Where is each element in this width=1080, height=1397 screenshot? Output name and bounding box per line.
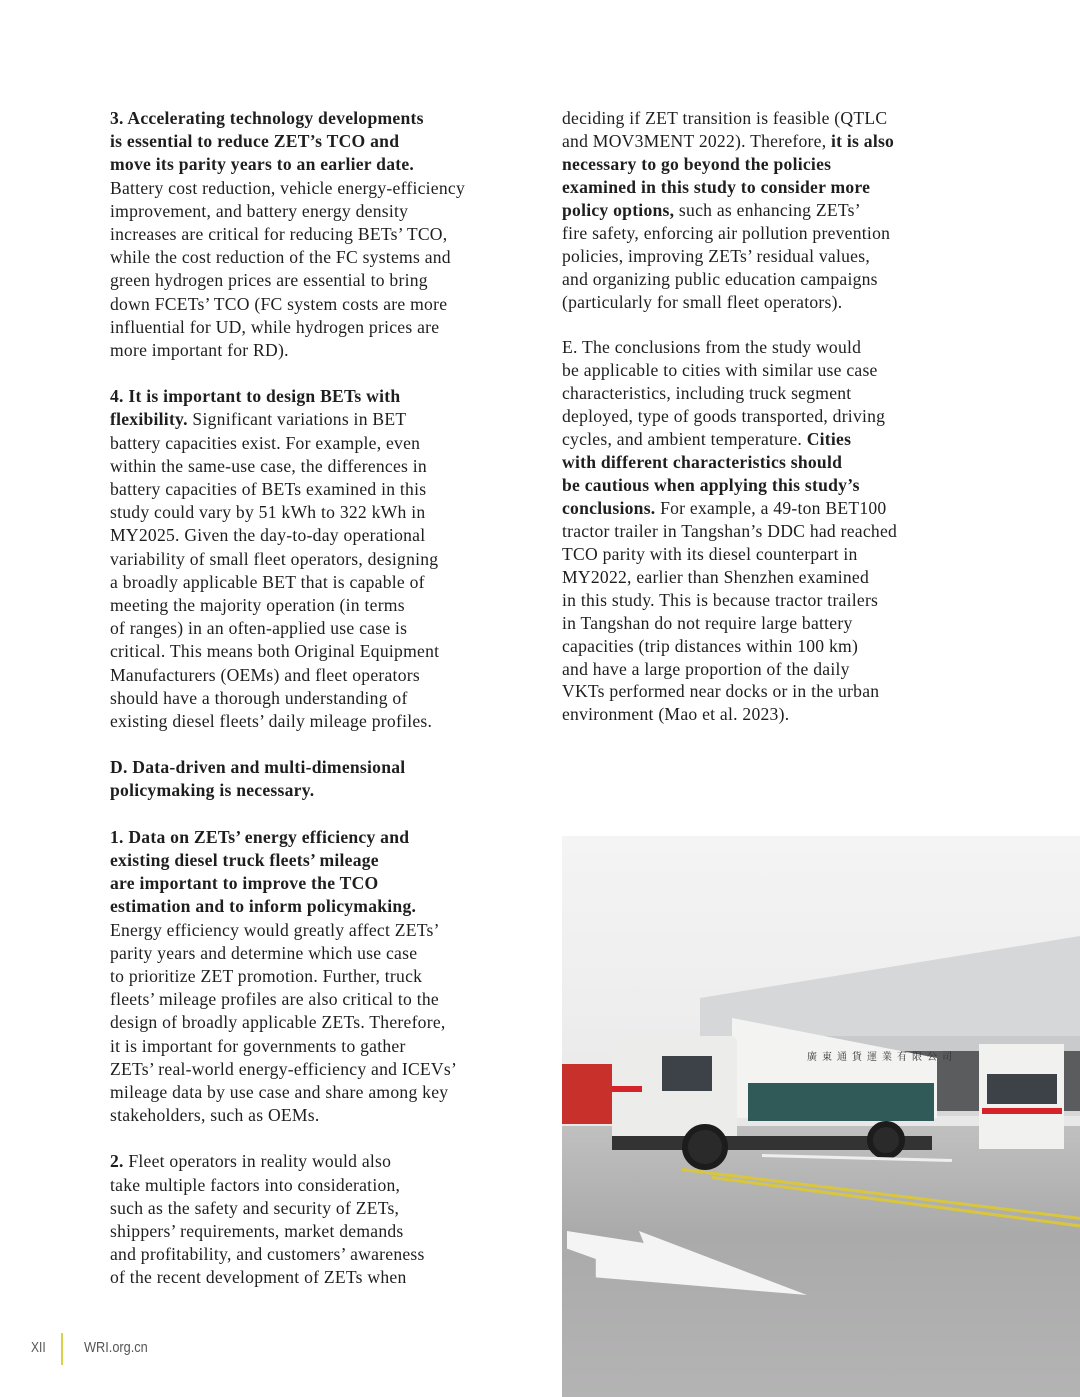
body-text: and MOV3MENT 2022). Therefore, [562,130,831,151]
body-text: capacities (trip distances within 100 km) [562,635,859,656]
bold-text: it is also [831,130,895,151]
paragraph-gap [110,733,465,756]
bold-text: estimation and to inform policymaking. [110,896,417,917]
text-line [110,1243,465,1266]
text-line [110,1220,465,1243]
bold-text: flexibility. [110,409,188,430]
body-text: of the recent development of ZETs when [110,1267,407,1288]
body-text: VKTs performed near docks or in the urban [562,681,880,702]
text-line [110,1104,465,1127]
body-text: variability of small fleet operators, designing [110,548,439,569]
text-line [562,199,897,222]
bold-text: be cautious when applying this study’s [562,475,860,495]
body-text: characteristics, including truck segment [562,383,852,404]
body-text: within the same-use case, the differences in [110,455,427,476]
text-line [110,293,465,316]
body-text: such as the safety and security of ZETs, [110,1197,400,1218]
text-line [562,405,897,428]
body-text: stakeholders, such as OEMs. [110,1105,320,1126]
bold-text: 3. Accelerating technology developments [110,108,424,128]
text-line [110,408,465,431]
text-line [562,658,897,681]
truck-green-stripe [748,1083,934,1121]
text-line [562,153,897,176]
text-line [110,872,465,895]
text-line [562,382,897,405]
text-line [110,246,465,269]
body-text: Fleet operators in reality would also [123,1151,392,1172]
footer-site-link[interactable]: WRI.org.cn [84,1339,148,1356]
text-line [110,617,465,640]
bold-text: existing diesel truck fleets’ mileage [110,850,379,870]
body-text: to prioritize ZET promotion. Further, truck [110,965,423,986]
bold-text: with different characteristics should [562,452,843,473]
text-line [110,153,465,176]
body-text: Manufacturers (OEMs) and fleet operators [110,664,420,685]
text-line [110,130,465,153]
text-line [110,200,465,223]
bold-text: 1. Data on ZETs’ energy efficiency and [110,826,410,847]
text-line [562,589,897,612]
body-text: (particularly for small fleet operators). [562,291,843,312]
text-line [110,1150,465,1173]
text-line [562,451,897,474]
body-text: while the cost reduction of the FC systems and [110,247,451,268]
text-line [110,1035,465,1058]
bold-text: policy options, [562,199,675,220]
body-text: existing diesel fleets’ daily mileage profiles. [110,710,433,731]
bold-text: conclusions. [562,497,656,518]
body-text: Significant variations in BET [187,409,407,430]
text-line [110,501,465,524]
text-line [110,640,465,663]
body-text: should have a thorough understanding of [110,687,408,708]
text-line [562,107,897,130]
body-text: deciding if ZET transition is feasible (QTLC [562,108,888,128]
paragraph-gap [110,362,465,385]
red-ribbon [982,1108,1062,1114]
text-line [110,269,465,292]
bold-text: examined in this study to consider more [562,176,871,197]
second-truck-windshield [987,1074,1057,1104]
text-line [110,478,465,501]
body-text: ZETs’ real-world energy-efficiency and ICEVs’ [110,1058,458,1079]
text-line [110,919,465,942]
text-line [110,1058,465,1081]
bold-text: Cities [806,429,852,450]
body-text: critical. This means both Original Equipment [110,641,440,662]
body-text: design of broadly applicable ZETs. Therefore, [110,1012,446,1033]
text-line [110,895,465,918]
body-text: MY2022, earlier than Shenzhen examined [562,566,870,587]
text-line [110,849,465,872]
text-line [562,176,897,199]
body-text: influential for UD, while hydrogen prices are [110,316,440,337]
right-text-column [562,107,897,726]
text-line [562,428,897,451]
red-ribbon [612,1086,642,1092]
body-text: in this study. This is because tractor trailers [562,589,879,610]
text-line [110,571,465,594]
body-text: a broadly applicable BET that is capable of [110,571,425,592]
text-line [562,520,897,543]
truck-signage: 廣東通貨運業有限公司 [807,1052,957,1063]
text-line [562,245,897,268]
text-line [110,524,465,547]
body-text: in Tangshan do not require large battery [562,612,853,633]
truck-wheel [867,1121,905,1159]
text-line [562,336,897,359]
paragraph-gap [110,1127,465,1150]
body-text: mileage data by use case and share among key [110,1081,449,1102]
body-text: it is important for governments to gather [110,1035,406,1056]
body-text: fire safety, enforcing air pollution prevention [562,222,891,243]
body-text: fleets’ mileage profiles are also critical to the [110,989,439,1010]
body-text: environment (Mao et al. 2023). [562,704,790,725]
body-text: E. The conclusions from the study would [562,337,862,358]
page-number: XII [31,1339,46,1356]
text-line [110,339,465,362]
text-line [562,497,897,520]
text-line [110,756,465,779]
body-text: parity years and determine which use case [110,942,418,963]
text-line [110,1266,465,1289]
bold-text: are important to improve the TCO [110,873,379,894]
body-text: policies, improving ZETs’ residual values, [562,245,870,266]
text-line [110,710,465,733]
body-text: study could vary by 51 kWh to 322 kWh in [110,502,426,523]
bold-text: is essential to reduce ZET’s TCO and [110,131,400,152]
body-text: green hydrogen prices are essential to bring [110,270,428,291]
body-text: and have a large proportion of the daily [562,658,850,679]
text-line [562,291,897,314]
text-line [562,703,897,726]
truck-wheel [682,1124,728,1170]
body-text: Energy efficiency would greatly affect ZETs’ [110,919,440,940]
body-text: be applicable to cities with similar use case [562,360,878,381]
bold-text: policymaking is necessary. [110,780,315,801]
body-text: and organizing public education campaigns [562,268,878,289]
footer-divider [61,1333,63,1365]
text-line [110,316,465,339]
text-line [562,222,897,245]
text-line [110,965,465,988]
text-line [110,942,465,965]
text-line [562,130,897,153]
text-line [110,1011,465,1034]
text-line [110,1197,465,1220]
text-line [562,268,897,291]
text-line [110,779,465,802]
text-line [110,988,465,1011]
text-line [562,543,897,566]
text-line [110,1174,465,1197]
paragraph-gap [562,313,897,336]
body-text: tractor trailer in Tangshan’s DDC had reached [562,520,898,541]
bold-text: D. Data-driven and multi-dimensional [110,757,406,778]
text-line [110,1081,465,1104]
body-text: improvement, and battery energy density [110,200,409,221]
text-line [110,548,465,571]
body-text: more important for RD). [110,339,289,360]
body-text: meeting the majority operation (in terms [110,594,405,615]
text-line [562,680,897,703]
truck-photo [562,836,1080,1397]
body-text: TCO parity with its diesel counterpart in [562,543,858,564]
body-text: Battery cost reduction, vehicle energy-efficiency [110,177,466,198]
bold-text: 2. [110,1151,124,1172]
body-text: cycles, and ambient temperature. [562,429,807,450]
text-line [110,385,465,408]
body-text: down FCETs’ TCO (FC system costs are more [110,293,448,314]
body-text: MY2025. Given the day-to-day operational [110,525,426,546]
body-text: battery capacities exist. For example, even [110,432,421,453]
body-text: such as enhancing ZETs’ [674,199,861,220]
paragraph-gap [110,803,465,826]
text-line [562,612,897,635]
body-text: shippers’ requirements, market demands [110,1221,404,1241]
text-line [110,223,465,246]
text-line [562,474,897,497]
body-text: of ranges) in an often-applied use case is [110,618,408,639]
body-text: For example, a 49-ton BET100 [655,497,887,518]
body-text: take multiple factors into consideration, [110,1174,401,1195]
body-text: and profitability, and customers’ awareness [110,1244,425,1265]
bold-text: 4. It is important to design BETs with [110,386,401,407]
truck-windshield [662,1056,712,1091]
text-line [110,177,465,200]
text-line [110,455,465,478]
red-truck [562,1064,612,1124]
text-line [110,826,465,849]
text-line [110,664,465,687]
body-text: deployed, type of goods transported, driving [562,406,886,427]
left-text-column [110,107,465,1290]
body-text: battery capacities of BETs examined in this [110,479,427,499]
body-text: increases are critical for reducing BETs’ TCO, [110,223,448,244]
text-line [110,594,465,617]
text-line [562,359,897,382]
bold-text: necessary to go beyond the policies [562,153,832,174]
text-line [110,107,465,130]
bold-text: move its parity years to an earlier date. [110,154,415,175]
text-line [110,687,465,710]
text-line [110,432,465,455]
text-line [562,566,897,589]
text-line [562,635,897,658]
